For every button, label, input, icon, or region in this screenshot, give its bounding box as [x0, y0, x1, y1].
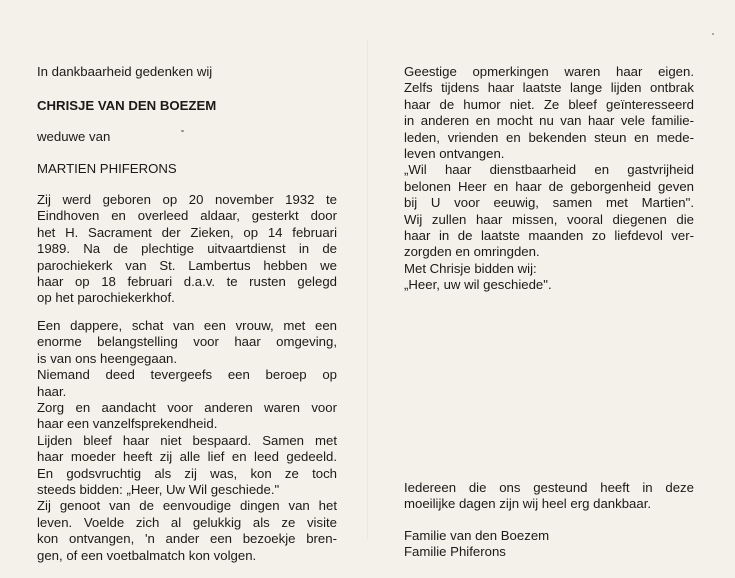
tribute-paragraph [37, 318, 337, 564]
text-line: moeilijke dagen zijn wij heel erg dankbaar. [404, 496, 652, 512]
text-line: leden, vrienden en bekenden steun en mede- [404, 129, 694, 145]
text-line: parochiekerk van St. Lambertus hebben we [37, 257, 337, 273]
text-line: Zorg en aandacht voor anderen waren voor [37, 400, 337, 416]
text-line: Een dappere, schat van een vrouw, met een [37, 318, 337, 333]
text-line: 1989. Na de plechtige uitvaartdienst in de [37, 241, 337, 257]
text-line: bij U voor eeuwig, samen met Martien". [404, 195, 694, 211]
text-line: enorme belangstelling voor haar omgeving, [37, 334, 337, 350]
text-line: Zij werd geboren op 20 november 1932 te [37, 192, 337, 207]
text-line: steeds bidden: „Heer, Uw Wil geschiede." [37, 482, 280, 498]
text-line: Iedereen die ons gesteund heeft in deze [404, 480, 694, 495]
deceased-name: CHRISJE VAN DEN BOEZEM [37, 98, 217, 113]
page-fold [367, 40, 368, 540]
text-line: belonen Heer en haar de geborgenheid geven [404, 178, 694, 194]
text-line: gen, of een voetbalmatch kon volgen. [37, 547, 257, 563]
print-speck [181, 130, 184, 132]
text-line: kon ontvangen, 'n ander een bezoekje bren- [37, 531, 337, 547]
text-line: En godsvruchtig als zij was, kon ze toch [37, 465, 337, 481]
text-line: haar een vanzelfsprekendheid. [37, 416, 218, 432]
text-line: Lijden bleef haar niet bespaard. Samen met [37, 432, 337, 448]
text-line: „Heer, uw wil geschiede". [404, 277, 552, 293]
text-line: zorgden en omringden. [404, 244, 540, 260]
text-line: op het parochiekerkhof. [37, 290, 175, 306]
text-line: Geestige opmerkingen waren haar eigen. [404, 64, 694, 79]
text-line: haar op 18 februari d.a.v. te rusten gelegd [37, 274, 337, 290]
print-speck [712, 33, 714, 35]
text-line: in anderen en mocht nu van haar vele familie- [404, 113, 694, 129]
relation-line: weduwe van [37, 129, 111, 144]
spouse-name: MARTIEN PHIFERONS [37, 161, 177, 176]
thanks-paragraph [404, 480, 694, 513]
text-line: Wij zullen haar missen, vooral diegenen die [404, 211, 694, 227]
text-line: Met Chrisje bidden wij: [404, 260, 537, 276]
text-line: leven ontvangen. [404, 146, 505, 162]
family-signatures [404, 528, 694, 561]
text-line: Zij genoot van de eenvoudige dingen van het [37, 498, 337, 514]
family-name: Familie Phiferons [404, 544, 506, 560]
text-line: haar. [37, 383, 67, 399]
text-line: „Wil haar dienstbaarheid en gastvrijheid [404, 162, 694, 178]
text-line: haar de humor niet. Ze bleef geïnteresseerd [404, 96, 694, 112]
text-line: Zelfs tijdens haar laatste lange lijden ontbrak [404, 80, 694, 96]
text-line: leven. Voelde zich al gelukkig als ze visite [37, 514, 337, 530]
intro-line: In dankbaarheid gedenken wij [37, 64, 213, 79]
biography-paragraph [37, 192, 337, 307]
family-name: Familie van den Boezem [404, 528, 550, 543]
text-line: haar moeder heeft zij alle lief en leed gedeeld. [37, 449, 337, 465]
text-line: Eindhoven en overleed aldaar, gesterkt door [37, 208, 337, 224]
text-line: haar in de laatste maanden zo liefdevol ver- [404, 228, 694, 244]
text-line: is van ons heengegaan. [37, 350, 178, 366]
text-line: het H. Sacrament der Zieken, op 14 februari [37, 224, 337, 240]
memories-paragraph [404, 64, 694, 294]
text-line: Niemand deed tevergeefs een beroep op [37, 367, 337, 383]
